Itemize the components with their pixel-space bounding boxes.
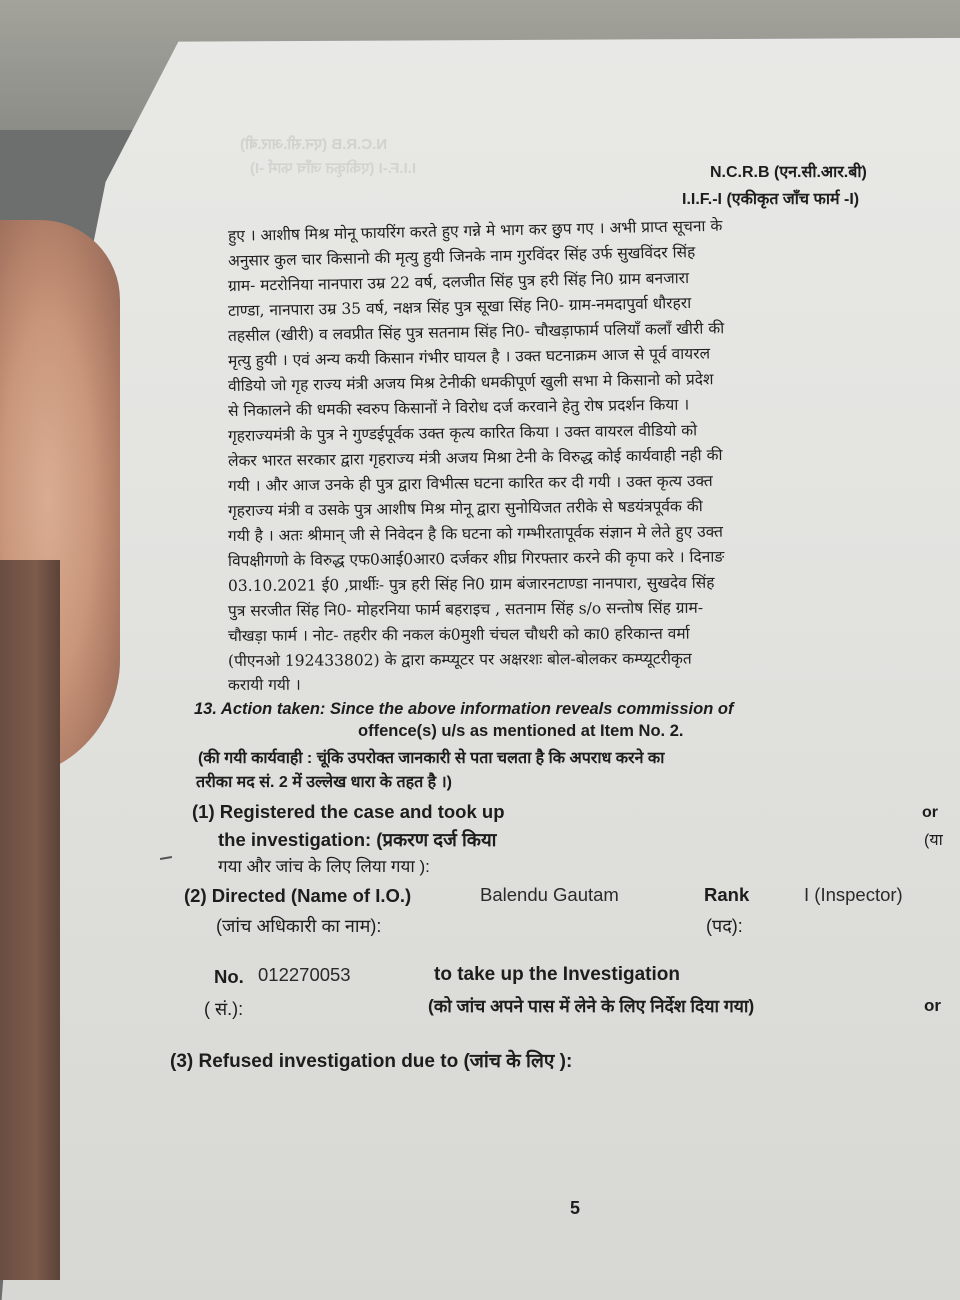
- narrative-line: पुत्र सरजीत सिंह नि0- मोहरनिया फार्म बहराइच , सतनाम सिंह s/o सन्तोष सिंह ग्राम-: [227, 598, 704, 620]
- section-13-heading-cont: offence(s) u/s as mentioned at Item No. 2.: [358, 722, 684, 740]
- narrative-line: करायी गयी ।: [227, 675, 301, 694]
- rank-hindi: (पद):: [706, 916, 743, 936]
- narrative-line: हुए । आशीष मिश्र मोनू फायरिंग करते हुए गन्ने मे भाग कर छुप गए । अभी प्राप्त सूचना के: [227, 216, 723, 245]
- page-number: 5: [570, 1198, 581, 1218]
- narrative-line: गृहराज्य मंत्री व उसके पुत्र आशीष मिश्र मोनू द्वारा सुनोयिजत तरीके से षडयंत्रपूर्वक की: [227, 497, 703, 520]
- bleed-through-header-1: N.C.R.B (एन.सी.आर.बी): [240, 136, 388, 153]
- narrative-line: टाण्डा, नानपारा उम्र 35 वर्ष, नक्षत्र सिंह पुत्र सूखा सिंह नि0- ग्राम-नमदापुर्वा धौरहरा: [227, 293, 692, 320]
- item-1-or-hindi: (या: [924, 832, 943, 849]
- narrative-line: चौखड़ा फार्म । नोट- तहरीर की नकल कं0मुशी चंचल चौधरी को का0 हरिकान्त वर्मा: [227, 624, 690, 645]
- item-3-refused: (3) Refused investigation due to (जांच के लिए ):: [170, 1051, 573, 1072]
- narrative-line: विपक्षीगणो के विरुद्ध एफ0आई0आर0 दर्जकर शीघ्र गिरफ्तार करने की कृपा करे । दिनाङ: [227, 547, 725, 570]
- item-2-hindi: (जांच अधिकारी का नाम):: [216, 916, 382, 936]
- hindi-no: ( सं.):: [204, 999, 244, 1019]
- no-label: No.: [214, 966, 244, 987]
- narrative-line: गयी है । अतः श्रीमान् जी से निवेदन है कि घटना को गम्भीरतापूर्वक संज्ञान मे लेते हुए उक्त: [227, 522, 723, 545]
- narrative-line: ग्राम- मटरोनिया नानपारा उम्र 22 वर्ष, दलजीत सिंह पुत्र हरी सिंह नि0 ग्राम बनजारा: [227, 268, 690, 295]
- narrative-line: 03.10.2021 ई0 ,प्रार्थीः- पुत्र हरी सिंह नि0 ग्राम बंजारनटाण्डा नानपारा, सुखदेव सिंह: [227, 573, 715, 595]
- io-number: 012270053: [258, 964, 351, 985]
- item-1-registered: (1) Registered the case and took up: [192, 801, 505, 822]
- item-1-investigation: the investigation: (प्रकरण दर्ज किया: [218, 829, 497, 850]
- to-take-up: to take up the Investigation: [434, 964, 680, 985]
- narrative-line: मृत्यु हुयी । एवं अन्य कयी किसान गंभीर घायल है । उक्त घटनाक्रम आज से पूर्व वायरल: [227, 344, 711, 370]
- number-row-or: or: [924, 996, 941, 1015]
- item-2-directed: (2) Directed (Name of I.O.): [184, 885, 412, 906]
- rank-label: Rank: [704, 884, 750, 905]
- hindi-to-take-up: (को जांच अपने पास में लेने के लिए निर्देश दिया गया): [428, 996, 755, 1016]
- item-1-hindi: गया और जांच के लिए लिया गया ):: [218, 857, 430, 876]
- header-iif: I.I.F.-I (एकीकृत जाँच फार्म -I): [682, 191, 860, 208]
- bleed-through-header-2: I.I.F.-I (एकीकृत जाँच फार्म -I): [250, 160, 417, 177]
- section-13-hindi-2: तरीका मद सं. 2 में उल्लेख धारा के तहत है ।): [196, 774, 452, 791]
- narrative-line: लेकर भारत सरकार द्वारा गृहराज्य मंत्री अजय मिश्रा टेनी के विरुद्ध कोई कार्यवाही नही की: [227, 445, 723, 470]
- section-13-hindi-1: (की गयी कार्यवाही : चूंकि उपरोक्त जानकारी से पता चलता है कि अपराध करने का: [198, 750, 665, 767]
- item-1-or: or: [922, 804, 938, 821]
- narrative-line: वीडियो जो गृह राज्य मंत्री अजय मिश्र टेनीकी धमकीपूर्ण खुली सभा मे किसानो को प्रदेश: [227, 370, 714, 395]
- hand: [0, 560, 60, 1280]
- io-name: Balendu Gautam: [480, 884, 619, 905]
- narrative-line: गयी । और आज उनके ही पुत्र द्वारा विभीत्स घटना कारित कर दी गयी । उक्त कृत्य उक्त: [227, 471, 713, 495]
- narrative-line: (पीएनओ 192433802) के द्वारा कम्प्यूटर पर अक्षरशः बोल-बोलकर कम्प्यूटरीकृत: [227, 649, 692, 670]
- rank-value: I (Inspector): [804, 884, 903, 905]
- narrative-line: तहसील (खीरी) व लवप्रीत सिंह पुत्र सतनाम सिंह नि0- चौखड़ाफार्म पलियाँ कलाँ खीरी की: [227, 319, 725, 345]
- narrative-line: गृहराज्यमंत्री के पुत्र ने गुण्डईपूर्वक उक्त कृत्य कारित किया । उक्त वायरल वीडियो को: [227, 421, 698, 445]
- narrative-line: अनुसार कुल चार किसानो की मृत्यु हुयी जिनके नाम गुरविंदर सिंह उर्फ सुखविंदर सिंह: [227, 243, 696, 270]
- narrative-line: से निकालने की धमकी स्वरुप किसानों ने विरोध दर्ज करवाने हेतु रोष प्रदर्शन किया ।: [227, 395, 690, 420]
- section-13-heading: 13. Action taken: Since the above information reveals commission of: [194, 700, 734, 718]
- header-ncrb: N.C.R.B (एन.सी.आर.बी): [710, 164, 867, 181]
